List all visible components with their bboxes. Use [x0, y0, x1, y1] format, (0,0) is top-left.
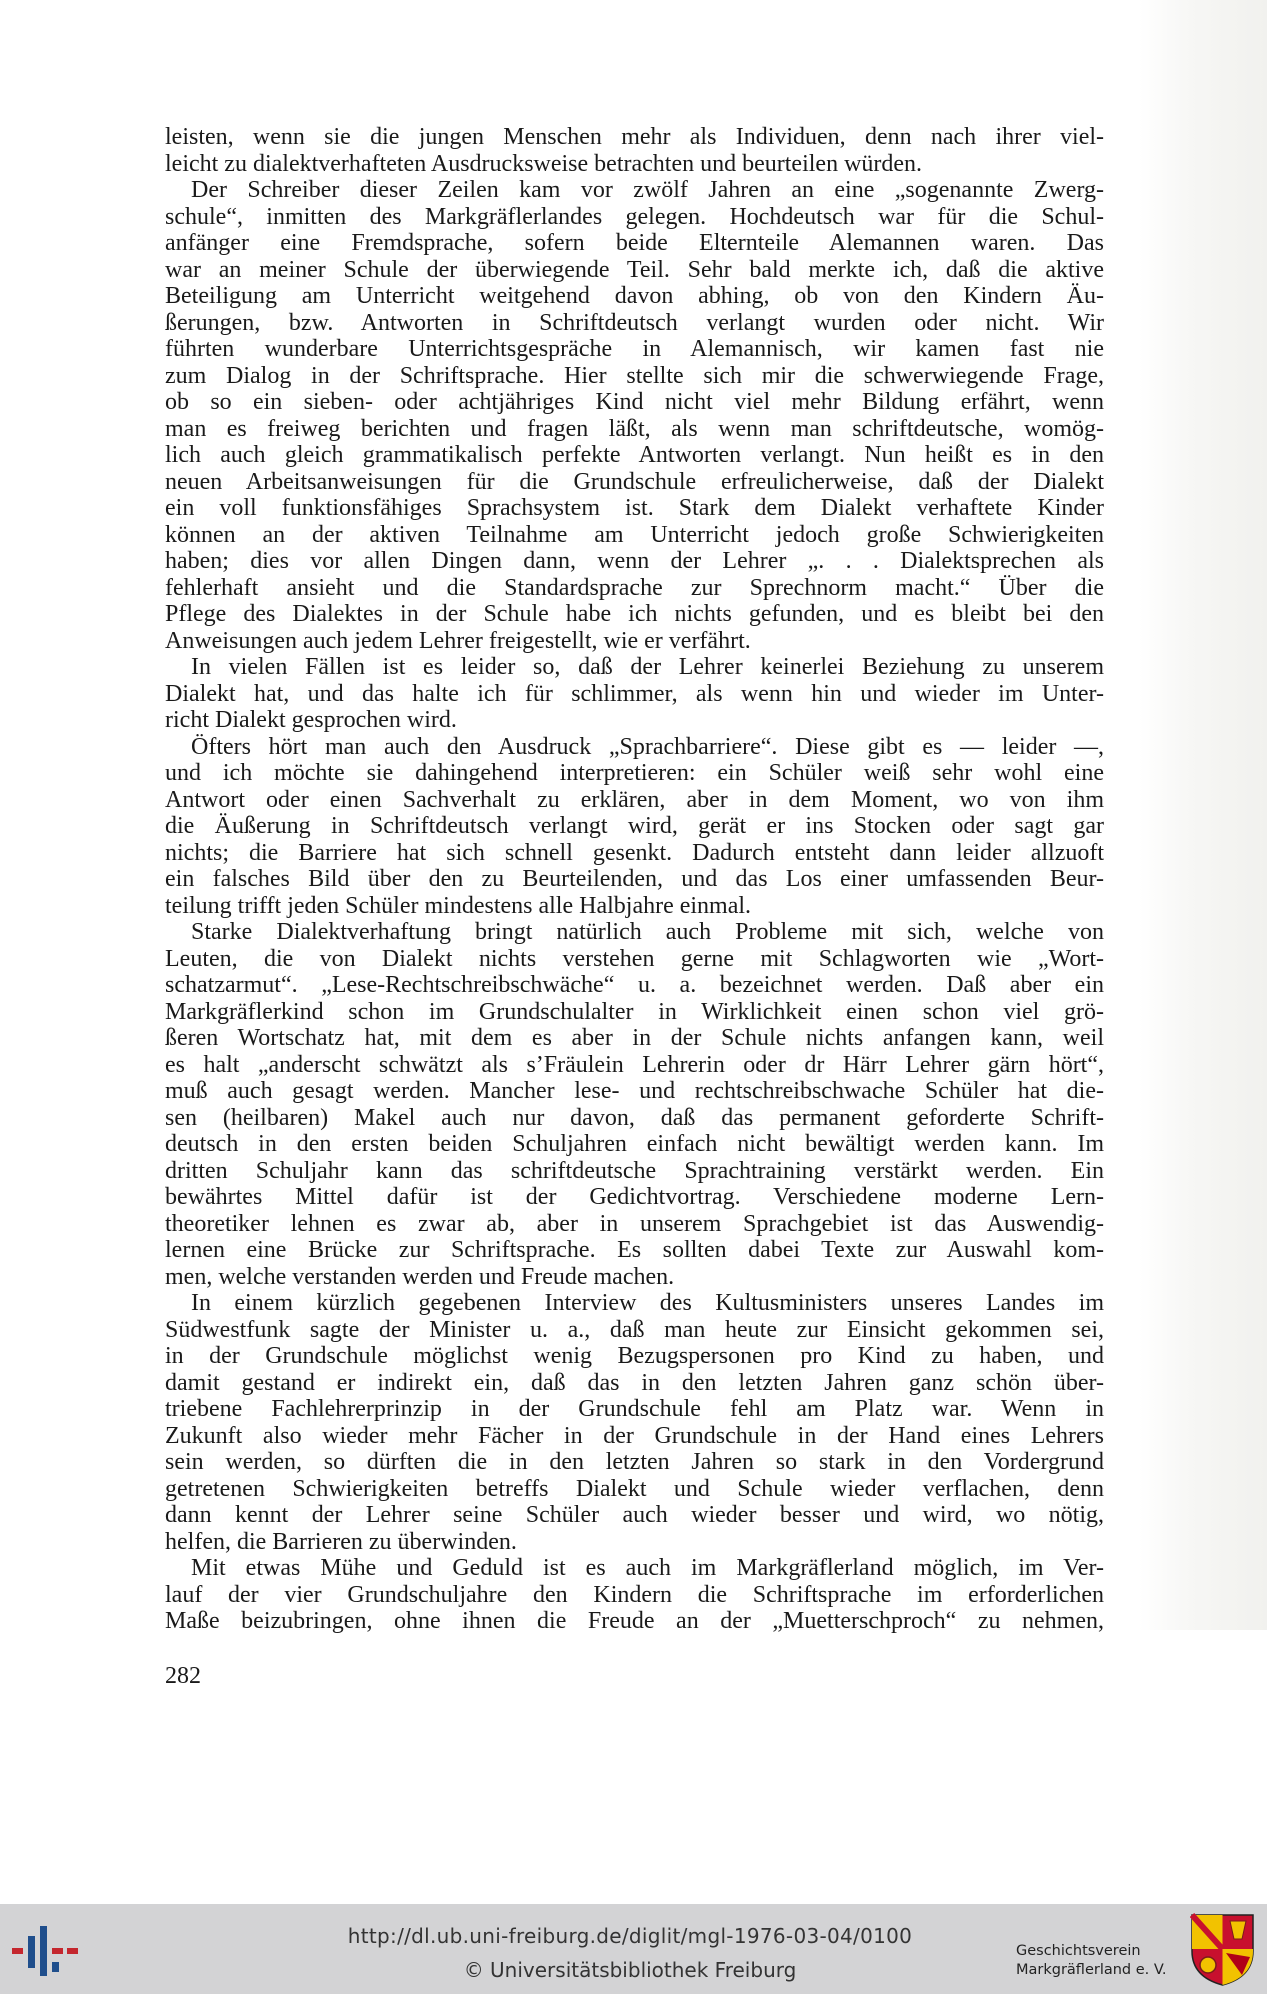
- text-line: Dialekt hat, und das halte ich für schlimmer, als wenn hin und wieder im Unter-: [165, 680, 1104, 707]
- text-line: ein falsches Bild über den zu Beurteilenden, und das Los einer umfassenden Beur-: [165, 866, 1104, 892]
- library-logo-icon: [12, 1926, 82, 1976]
- text-line: Öfters hört man auch den Ausdruck „Sprachbarriere“. Diese gibt es — leider —,: [191, 733, 1104, 760]
- text-line: helfen, die Barrieren zu überwinden.: [165, 1528, 517, 1555]
- text-line: dritten Schuljahr kann das schriftdeutsche Sprachtraining verstärkt werden. Ein: [165, 1157, 1104, 1184]
- text-line: Leuten, die von Dialekt nichts verstehen gerne mit Schlagworten wie „Wort-: [165, 945, 1104, 972]
- text-line: können an der aktiven Teilnahme am Unterricht jedoch große Schwierigkeiten: [165, 521, 1104, 548]
- text-line: In vielen Fällen ist es leider so, daß der Lehrer keinerlei Beziehung zu unserem: [191, 654, 1104, 680]
- text-line: Mit etwas Mühe und Geduld ist es auch im Markgräflerland möglich, im Ver-: [191, 1555, 1104, 1581]
- page-number: 282: [165, 1663, 201, 1689]
- text-line: Der Schreiber dieser Zeilen kam vor zwölf Jahren an eine „sogenannte Zwerg-: [191, 177, 1104, 203]
- footer-copyright: © Universitätsbibliothek Freiburg: [463, 1958, 797, 1982]
- text-line: Antwort oder einen Sachverhalt zu erklären, aber in dem Moment, wo von ihm: [165, 786, 1104, 813]
- text-line: fehlerhaft ansieht und die Standardsprache zur Sprechnorm macht.“ Über die: [165, 574, 1104, 601]
- text-line: Anweisungen auch jedem Lehrer freigestellt, wie er verfährt.: [165, 627, 751, 654]
- text-line: Pflege des Dialektes in der Schule habe ich nichts gefunden, und es bleibt bei den: [165, 601, 1104, 627]
- text-line: Starke Dialektverhaftung bringt natürlich auch Probleme mit sich, welche von: [191, 919, 1104, 945]
- text-line: schatzarmut“. „Lese-Rechtschreibschwäche“ u. a. bezeichnet werden. Daß aber ein: [165, 972, 1104, 998]
- footer-bar: [0, 1904, 1267, 1994]
- text-line: zum Dialog in der Schriftsprache. Hier stellte sich mir die schwerwiegende Frage,: [165, 362, 1104, 389]
- text-line: lich auch gleich grammatikalisch perfekte Antworten verlangt. Nun heißt es in den: [165, 442, 1104, 468]
- text-line: neuen Arbeitsanweisungen für die Grundschule erfreulicherweise, daß der Dialekt: [165, 468, 1104, 495]
- text-line: bewährtes Mittel dafür ist der Gedichtvortrag. Verschiedene moderne Lern-: [165, 1184, 1104, 1210]
- text-line: ßeren Wortschatz hat, mit dem es aber in der Schule nichts anfangen kann, weil: [165, 1025, 1104, 1051]
- text-line: es halt „anderscht schwätzt als s’Fräulein Lehrerin oder dr Härr Lehrer gärn hört“,: [165, 1051, 1104, 1078]
- text-line: führten wunderbare Unterrichtsgespräche in Alemannisch, wir kamen fast nie: [165, 336, 1104, 362]
- text-line: richt Dialekt gesprochen wird.: [165, 707, 457, 733]
- text-line: leisten, wenn sie die jungen Menschen mehr als Individuen, denn nach ihrer viel-: [165, 124, 1104, 150]
- org-name-line1: Geschichtsverein: [1016, 1943, 1141, 1959]
- text-line: Maße beizubringen, ohne ihnen die Freude an der „Muetterschproch“ zu nehmen,: [165, 1608, 1104, 1634]
- text-line: und ich möchte sie dahingehend interpretieren: ein Schüler weiß sehr wohl eine: [165, 760, 1104, 786]
- text-line: leicht zu dialektverhafteten Ausdrucksweise betrachten und beurteilen würden.: [165, 150, 923, 177]
- text-line: lernen eine Brücke zur Schriftsprache. Es sollten dabei Texte zur Auswahl kom-: [165, 1237, 1104, 1263]
- text-line: theoretiker lehnen es zwar ab, aber in unserem Sprachgebiet ist das Auswendig-: [165, 1210, 1104, 1237]
- text-line: getretenen Schwierigkeiten betreffs Dialekt und Schule wieder verflachen, denn: [165, 1475, 1104, 1502]
- text-line: ob so ein sieben- oder achtjähriges Kind nicht viel mehr Bildung erfährt, wenn: [165, 389, 1104, 415]
- text-line: anfänger eine Fremdsprache, sofern beide Elternteile Alemannen waren. Das: [165, 230, 1104, 256]
- text-line: In einem kürzlich gegebenen Interview des Kultusministers unseres Landes im: [191, 1290, 1104, 1316]
- text-line: man es freiweg berichten und fragen läßt, als wenn man schriftdeutsche, womög-: [165, 415, 1104, 442]
- text-line: damit gestand er indirekt ein, daß das in den letzten Jahren ganz schön über-: [165, 1369, 1104, 1396]
- text-line: dann kennt der Lehrer seine Schüler auch wieder besser und wird, wo nötig,: [165, 1502, 1104, 1528]
- text-line: haben; dies vor allen Dingen dann, wenn der Lehrer „. . . Dialektsprechen als: [165, 548, 1104, 574]
- text-line: sen (heilbaren) Makel auch nur davon, daß das permanent geforderte Schrift-: [165, 1104, 1104, 1131]
- text-line: nichts; die Barriere hat sich schnell gesenkt. Dadurch entsteht dann leider allzuoft: [165, 839, 1104, 866]
- text-line: Beteiligung am Unterricht weitgehend davon abhing, ob von den Kindern Äu-: [165, 283, 1104, 309]
- coat-of-arms-icon: [1190, 1913, 1255, 1987]
- body-text: [165, 124, 1104, 1635]
- text-line: ein voll funktionsfähiges Sprachsystem ist. Stark dem Dialekt verhaftete Kinder: [165, 495, 1104, 521]
- footer-url-link[interactable]: http://dl.ub.uni-freiburg.de/diglit/mgl-1976-03-04/0100: [347, 1924, 913, 1948]
- text-line: men, welche verstanden werden und Freude machen.: [165, 1263, 675, 1290]
- text-line: Zukunft also wieder mehr Fächer in der Grundschule in der Hand eines Lehrers: [165, 1422, 1104, 1449]
- text-line: ßerungen, bzw. Antworten in Schriftdeutsch verlangt wurden oder nicht. Wir: [165, 309, 1104, 336]
- org-name-line2: Markgräflerland e. V.: [1016, 1962, 1167, 1978]
- text-line: Südwestfunk sagte der Minister u. a., daß man heute zur Einsicht gekommen sei,: [165, 1316, 1104, 1343]
- text-line: lauf der vier Grundschuljahre den Kindern die Schriftsprache im erforderlichen: [165, 1581, 1104, 1608]
- text-line: Markgräflerkind schon im Grundschulalter in Wirklichkeit einen schon viel grö-: [165, 998, 1104, 1025]
- text-line: sein werden, so dürften die in den letzten Jahren so stark in den Vordergrund: [165, 1449, 1104, 1475]
- text-line: deutsch in den ersten beiden Schuljahren einfach nicht bewältigt werden kann. Im: [165, 1131, 1104, 1157]
- text-line: die Äußerung in Schriftdeutsch verlangt wird, gerät er ins Stocken oder sagt gar: [165, 813, 1104, 839]
- text-line: triebene Fachlehrerprinzip in der Grundschule fehl am Platz war. Wenn in: [165, 1396, 1104, 1422]
- text-line: muß auch gesagt werden. Mancher lese- und rechtschreibschwache Schüler hat die-: [165, 1078, 1104, 1104]
- page-edge-shadow: [1139, 0, 1267, 1630]
- text-line: in der Grundschule möglichst wenig Bezugspersonen pro Kind zu haben, und: [165, 1343, 1104, 1369]
- text-line: teilung trifft jeden Schüler mindestens alle Halbjahre einmal.: [165, 892, 752, 919]
- footer-organization: [1016, 1942, 1191, 1980]
- text-line: schule“, inmitten des Markgräflerlandes gelegen. Hochdeutsch war für die Schul-: [165, 203, 1104, 230]
- text-line: war an meiner Schule der überwiegende Teil. Sehr bald merkte ich, daß die aktive: [165, 256, 1104, 283]
